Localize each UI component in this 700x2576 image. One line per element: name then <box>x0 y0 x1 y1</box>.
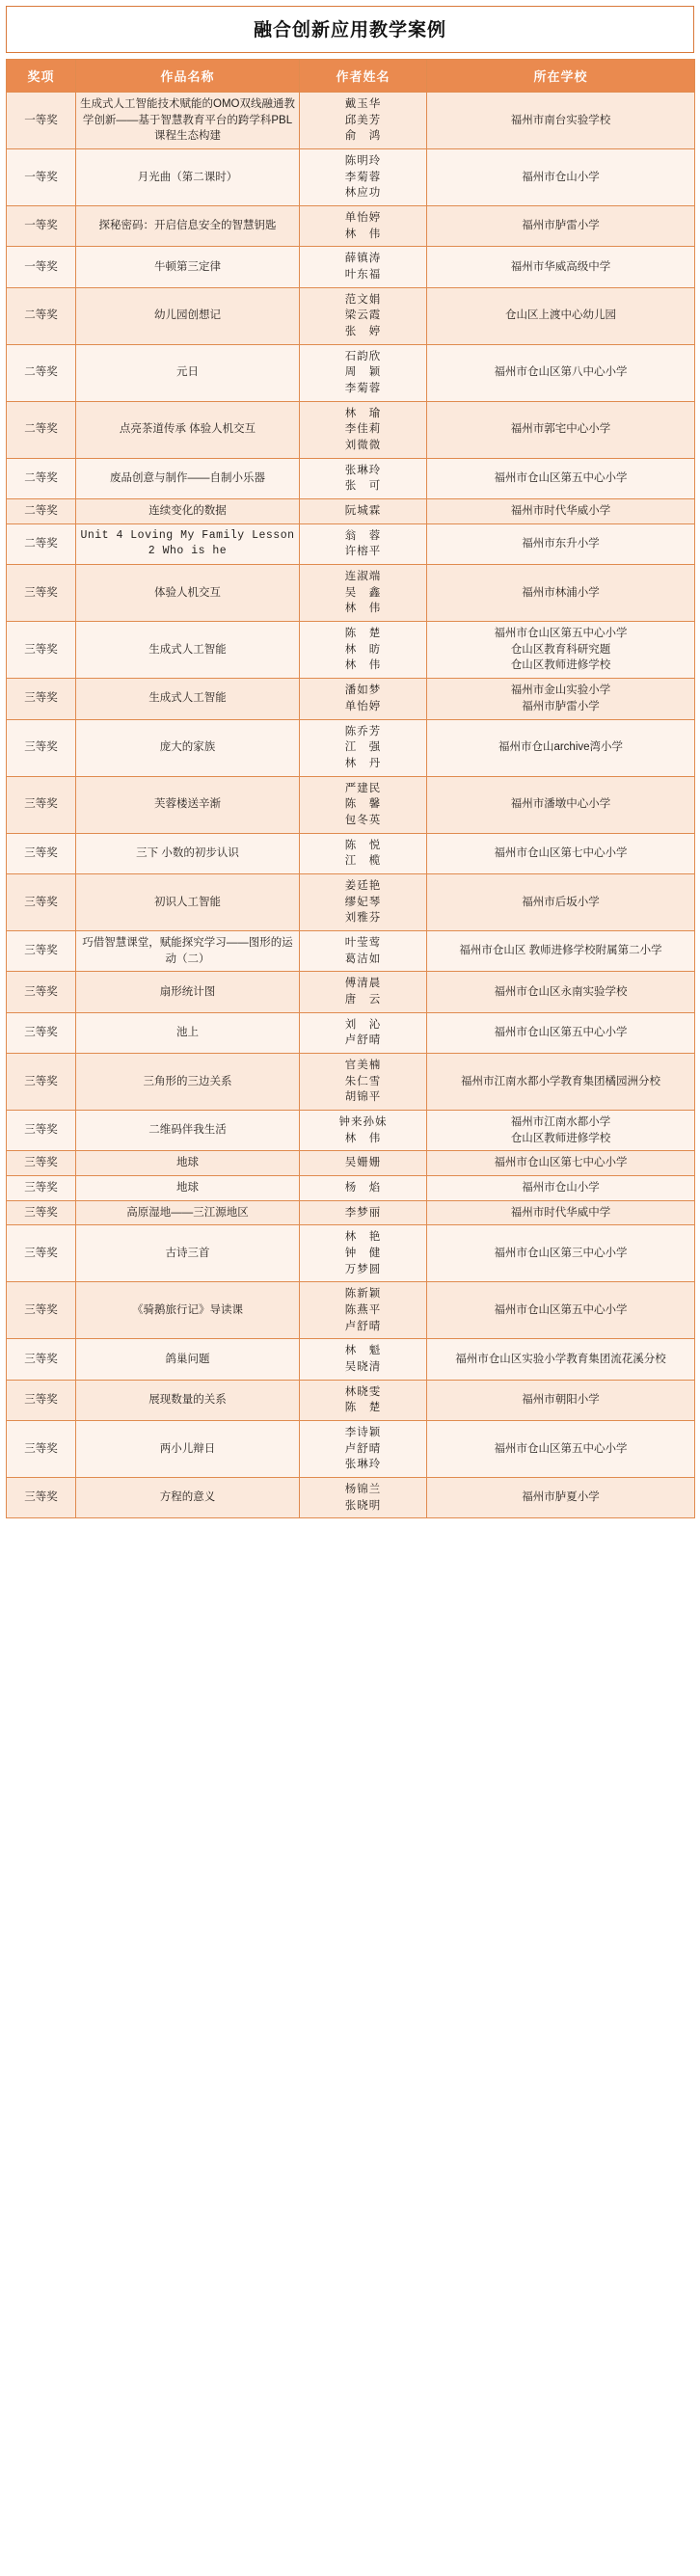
cell-work-title: 展现数量的关系 <box>76 1380 300 1420</box>
cell-authors <box>300 1380 427 1420</box>
cell-award: 三等奖 <box>7 565 76 622</box>
cell-authors <box>300 1175 427 1200</box>
author-name: 杨 焰 <box>344 1181 382 1194</box>
school-name: 福州市时代华威小学 <box>510 505 611 518</box>
author-name: 傅清晨 <box>344 978 382 990</box>
table-row <box>7 401 695 458</box>
author-name: 万梦圆 <box>344 1263 382 1275</box>
table-row <box>7 1175 695 1200</box>
cell-work-title: 《骑鹅旅行记》导读课 <box>76 1282 300 1339</box>
cell-schools <box>427 1225 695 1282</box>
table-row <box>7 247 695 287</box>
cell-authors <box>300 1053 427 1110</box>
school-name: 福州市华威高级中学 <box>510 260 611 273</box>
cell-award: 三等奖 <box>7 1478 76 1518</box>
author-name: 俞 鸿 <box>344 130 382 143</box>
author-name: 林晓雯 <box>344 1385 382 1398</box>
table-body <box>7 93 695 1518</box>
table-row <box>7 499 695 524</box>
cell-authors <box>300 719 427 776</box>
author-name: 单怡婷 <box>344 700 382 712</box>
school-name: 仓山区教师进修学校 <box>510 1132 611 1144</box>
table-row <box>7 93 695 149</box>
author-name: 刘微微 <box>344 440 382 452</box>
author-name: 陈燕平 <box>344 1303 382 1316</box>
cell-schools <box>427 833 695 873</box>
cell-work-title: 废品创意与制作——自制小乐器 <box>76 458 300 498</box>
school-name: 福州市江南水都小学教育集团橘园洲分校 <box>461 1075 660 1087</box>
school-name: 福州市后坂小学 <box>522 896 600 908</box>
cell-work-title: 三下 小数的初步认识 <box>76 833 300 873</box>
cell-schools <box>427 458 695 498</box>
author-name: 卢舒晴 <box>344 1320 382 1332</box>
table-row <box>7 1339 695 1380</box>
cell-work-title: 二维码伴我生活 <box>76 1110 300 1150</box>
cell-schools <box>427 206 695 247</box>
cell-award: 三等奖 <box>7 1053 76 1110</box>
cell-schools <box>427 523 695 564</box>
author-name: 戴玉华 <box>344 98 382 110</box>
cell-award: 三等奖 <box>7 1282 76 1339</box>
cell-work-title: 探秘密码：开启信息安全的智慧钥匙 <box>76 206 300 247</box>
cell-work-title: 连续变化的数据 <box>76 499 300 524</box>
cell-work-title: 初识人工智能 <box>76 873 300 930</box>
cell-schools <box>427 287 695 344</box>
cell-work-title: 生成式人工智能 <box>76 622 300 679</box>
cell-award: 一等奖 <box>7 149 76 206</box>
column-header-school: 所在学校 <box>427 60 695 93</box>
author-name: 李梦丽 <box>344 1206 382 1219</box>
school-name: 福州市仓山archive湾小学 <box>498 741 624 754</box>
table-row <box>7 1200 695 1225</box>
cell-work-title: 地球 <box>76 1175 300 1200</box>
author-name: 邱美芳 <box>344 114 382 126</box>
cell-authors <box>300 1421 427 1478</box>
author-name: 包冬英 <box>344 814 382 826</box>
table-row <box>7 873 695 930</box>
author-name: 薛镇涛 <box>344 253 382 265</box>
school-name: 仓山区教育科研究题 <box>510 643 611 656</box>
cell-award: 二等奖 <box>7 287 76 344</box>
cell-work-title: 体验人机交互 <box>76 565 300 622</box>
cell-authors <box>300 1110 427 1150</box>
author-name: 姜廷艳 <box>344 879 382 892</box>
school-name: 福州市时代华威中学 <box>510 1206 611 1219</box>
table-row <box>7 149 695 206</box>
cell-work-title: 芙蓉楼送辛渐 <box>76 776 300 833</box>
cell-award: 三等奖 <box>7 1225 76 1282</box>
cell-authors <box>300 833 427 873</box>
cell-schools <box>427 344 695 401</box>
author-name: 陈明玲 <box>344 155 382 168</box>
cell-award: 三等奖 <box>7 1151 76 1176</box>
table-row <box>7 523 695 564</box>
cell-schools <box>427 1339 695 1380</box>
table-row <box>7 287 695 344</box>
cell-schools <box>427 93 695 149</box>
awards-table <box>6 59 695 1518</box>
cell-award: 三等奖 <box>7 622 76 679</box>
author-name: 李诗颖 <box>344 1427 382 1439</box>
author-name: 朱仁雪 <box>344 1075 382 1087</box>
school-name: 福州市胪雷小学 <box>522 220 600 232</box>
cell-award: 三等奖 <box>7 1012 76 1053</box>
cell-award: 二等奖 <box>7 458 76 498</box>
author-name: 陈 悦 <box>344 839 382 851</box>
cell-authors <box>300 622 427 679</box>
cell-schools <box>427 565 695 622</box>
cell-authors <box>300 401 427 458</box>
cell-schools <box>427 1478 695 1518</box>
author-name: 陈新颖 <box>344 1288 382 1301</box>
author-name: 陈 馨 <box>344 798 382 811</box>
cell-work-title: 池上 <box>76 1012 300 1053</box>
cell-work-title: 鸽巢问题 <box>76 1339 300 1380</box>
cell-work-title: 高原湿地——三江源地区 <box>76 1200 300 1225</box>
column-header-work: 作品名称 <box>76 60 300 93</box>
author-name: 叶莹莺 <box>344 936 382 949</box>
author-name: 刘 沁 <box>344 1018 382 1031</box>
table-row <box>7 206 695 247</box>
author-name: 林 丹 <box>344 757 382 769</box>
author-name: 林 伟 <box>344 228 382 240</box>
school-name: 福州市仓山区永南实验学校 <box>494 985 628 998</box>
cell-award: 三等奖 <box>7 1110 76 1150</box>
author-name: 陈 楚 <box>344 1402 382 1414</box>
table-row <box>7 458 695 498</box>
cell-award: 二等奖 <box>7 401 76 458</box>
cell-work-title: 幼儿园创想记 <box>76 287 300 344</box>
cell-schools <box>427 972 695 1012</box>
author-name: 林 伟 <box>344 659 382 672</box>
cell-authors <box>300 679 427 719</box>
cell-schools <box>427 622 695 679</box>
table-row <box>7 1225 695 1282</box>
cell-schools <box>427 930 695 971</box>
author-name: 陈乔芳 <box>344 725 382 738</box>
cell-schools <box>427 247 695 287</box>
cell-work-title: 点亮茶道传承 体验人机交互 <box>76 401 300 458</box>
cell-award: 三等奖 <box>7 972 76 1012</box>
school-name: 福州市仓山区 教师进修学校附属第二小学 <box>459 945 662 957</box>
cell-work-title: 生成式人工智能 <box>76 679 300 719</box>
school-name: 福州市金山实验小学 <box>510 684 611 697</box>
table-row <box>7 1380 695 1420</box>
author-name: 严建民 <box>344 782 382 794</box>
table-row <box>7 1110 695 1150</box>
cell-authors <box>300 1012 427 1053</box>
school-name: 福州市仓山区第七中心小学 <box>494 1157 628 1169</box>
school-name: 福州市仓山区第五中心小学 <box>494 472 628 485</box>
school-name: 福州市仓山小学 <box>522 1181 600 1194</box>
cell-schools <box>427 1175 695 1200</box>
author-name: 官美楠 <box>344 1059 382 1071</box>
table-row <box>7 1282 695 1339</box>
table-row <box>7 1478 695 1518</box>
cell-work-title: 元日 <box>76 344 300 401</box>
cell-award: 三等奖 <box>7 930 76 971</box>
author-name: 周 颖 <box>344 366 382 379</box>
author-name: 范文娟 <box>344 293 382 306</box>
cell-authors <box>300 565 427 622</box>
cell-award: 三等奖 <box>7 1200 76 1225</box>
author-name: 葛洁如 <box>344 953 382 965</box>
table-row <box>7 679 695 719</box>
cell-authors <box>300 1225 427 1282</box>
table-row <box>7 719 695 776</box>
cell-authors <box>300 458 427 498</box>
cell-work-title: 月光曲（第二课时） <box>76 149 300 206</box>
table-row <box>7 776 695 833</box>
cell-work-title: 古诗三首 <box>76 1225 300 1282</box>
author-name: 李菊蓉 <box>344 171 382 183</box>
cell-authors <box>300 776 427 833</box>
author-name: 翁 蓉 <box>344 529 382 542</box>
cell-award: 三等奖 <box>7 1421 76 1478</box>
school-name: 福州市仓山区第五中心小学 <box>494 1026 628 1038</box>
author-name: 张琳玲 <box>344 1459 382 1471</box>
cell-schools <box>427 1053 695 1110</box>
cell-schools <box>427 1012 695 1053</box>
page-title-text: 融合创新应用教学案例 <box>253 20 446 40</box>
cell-authors <box>300 523 427 564</box>
cell-work-title: 庞大的家族 <box>76 719 300 776</box>
cell-authors <box>300 1282 427 1339</box>
author-name: 林应功 <box>344 187 382 200</box>
cell-schools <box>427 1151 695 1176</box>
school-name: 福州市南台实验学校 <box>510 114 611 126</box>
cell-schools <box>427 719 695 776</box>
school-name: 福州市朝阳小学 <box>522 1394 600 1406</box>
cell-award: 一等奖 <box>7 247 76 287</box>
cell-work-title: 地球 <box>76 1151 300 1176</box>
school-name: 福州市胪雷小学 <box>522 700 600 712</box>
author-name: 石韵欣 <box>344 350 382 362</box>
cell-award: 一等奖 <box>7 206 76 247</box>
author-name: 林 瑜 <box>344 407 382 419</box>
author-name: 吴晓清 <box>344 1361 382 1373</box>
author-name: 张 婷 <box>344 326 382 338</box>
cell-schools <box>427 1110 695 1150</box>
cell-award: 三等奖 <box>7 776 76 833</box>
author-name: 钟来孙妹 <box>338 1115 388 1128</box>
school-name: 福州市仓山区第三中心小学 <box>494 1247 628 1259</box>
author-name: 张晓明 <box>344 1499 382 1512</box>
table-row <box>7 972 695 1012</box>
cell-schools <box>427 149 695 206</box>
cell-work-title: 扇形统计图 <box>76 972 300 1012</box>
cell-schools <box>427 873 695 930</box>
author-name: 钟 健 <box>344 1247 382 1259</box>
cell-award: 三等奖 <box>7 1339 76 1380</box>
school-name: 福州市林浦小学 <box>522 586 600 599</box>
cell-schools <box>427 1282 695 1339</box>
cell-award: 二等奖 <box>7 344 76 401</box>
cell-award: 一等奖 <box>7 93 76 149</box>
author-name: 吴 鑫 <box>344 586 382 599</box>
cell-work-title: 生成式人工智能技术赋能的OMO双线融通教学创新——基于智慧教育平台的跨学科PBL课程生态构建 <box>76 93 300 149</box>
cell-authors <box>300 1339 427 1380</box>
author-name: 林 伟 <box>344 1132 382 1144</box>
cell-award: 三等奖 <box>7 873 76 930</box>
author-name: 陈 楚 <box>344 628 382 640</box>
author-name: 唐 云 <box>344 993 382 1006</box>
table-row <box>7 930 695 971</box>
table-row <box>7 344 695 401</box>
cell-schools <box>427 499 695 524</box>
author-name: 李佳莉 <box>344 423 382 436</box>
cell-authors <box>300 149 427 206</box>
cell-schools <box>427 401 695 458</box>
cell-work-title: 巧借智慧课堂，赋能探究学习——图形的运动（二） <box>76 930 300 971</box>
cell-schools <box>427 776 695 833</box>
cell-award: 二等奖 <box>7 499 76 524</box>
author-name: 林 昉 <box>344 643 382 656</box>
column-header-author: 作者姓名 <box>300 60 427 93</box>
cell-award: 三等奖 <box>7 1175 76 1200</box>
cell-work-title: 方程的意义 <box>76 1478 300 1518</box>
school-name: 福州市胪夏小学 <box>522 1491 600 1504</box>
cell-schools <box>427 1380 695 1420</box>
school-name: 福州市仓山区第八中心小学 <box>494 366 628 379</box>
author-name: 林 伟 <box>344 603 382 615</box>
school-name: 福州市仓山区第五中心小学 <box>494 1303 628 1316</box>
author-name: 叶东福 <box>344 269 382 282</box>
column-header-award: 奖项 <box>7 60 76 93</box>
cell-authors <box>300 206 427 247</box>
table-row <box>7 565 695 622</box>
table-row <box>7 1151 695 1176</box>
cell-authors <box>300 93 427 149</box>
cell-authors <box>300 930 427 971</box>
school-name: 福州市仓山区第五中心小学 <box>494 628 628 640</box>
table-row <box>7 833 695 873</box>
cell-award: 三等奖 <box>7 1380 76 1420</box>
cell-award: 三等奖 <box>7 679 76 719</box>
cell-work-title: 三角形的三边关系 <box>76 1053 300 1110</box>
cell-work-title: Unit 4 Loving My Family Lesson 2 Who is he <box>76 523 300 564</box>
author-name: 李菊蓉 <box>344 383 382 395</box>
author-name: 刘雅芬 <box>344 912 382 925</box>
cell-authors <box>300 247 427 287</box>
author-name: 林 魁 <box>344 1345 382 1357</box>
cell-authors <box>300 873 427 930</box>
cell-schools <box>427 679 695 719</box>
author-name: 梁云霞 <box>344 309 382 322</box>
author-name: 胡锦平 <box>344 1091 382 1104</box>
school-name: 福州市郭宅中心小学 <box>510 423 611 436</box>
cell-work-title: 两小儿辩日 <box>76 1421 300 1478</box>
author-name: 林 艳 <box>344 1231 382 1244</box>
cell-authors <box>300 287 427 344</box>
cell-authors <box>300 972 427 1012</box>
author-name: 潘如梦 <box>344 684 382 697</box>
cell-schools <box>427 1200 695 1225</box>
table-row <box>7 622 695 679</box>
cell-authors <box>300 1151 427 1176</box>
school-name: 福州市潘墩中心小学 <box>510 798 611 811</box>
school-name: 仓山区教师进修学校 <box>510 659 611 672</box>
author-name: 阮城霖 <box>344 505 382 518</box>
school-name: 福州市东升小学 <box>522 538 600 550</box>
table-row <box>7 1053 695 1110</box>
cell-authors <box>300 344 427 401</box>
school-name: 仓山区上渡中心幼儿园 <box>505 309 616 322</box>
cell-award: 三等奖 <box>7 719 76 776</box>
author-name: 江 强 <box>344 741 382 754</box>
cell-authors <box>300 499 427 524</box>
cell-authors <box>300 1200 427 1225</box>
cell-award: 三等奖 <box>7 833 76 873</box>
table-row <box>7 1421 695 1478</box>
author-name: 张 可 <box>344 480 382 493</box>
table-header-row <box>7 60 695 93</box>
page-title <box>6 6 694 53</box>
school-name: 福州市仓山区第七中心小学 <box>494 846 628 859</box>
school-name: 福州市仓山区实验小学教育集团流花溪分校 <box>455 1353 666 1365</box>
cell-schools <box>427 1421 695 1478</box>
author-name: 吴姗姗 <box>344 1157 382 1169</box>
author-name: 连淑端 <box>344 571 382 583</box>
cell-work-title: 牛顿第三定律 <box>76 247 300 287</box>
school-name: 福州市仓山小学 <box>522 171 600 183</box>
author-name: 张琳玲 <box>344 464 382 476</box>
table-row <box>7 1012 695 1053</box>
author-name: 缪妃琴 <box>344 896 382 908</box>
author-name: 杨锦兰 <box>344 1484 382 1496</box>
author-name: 卢舒晴 <box>344 1442 382 1455</box>
table-header <box>7 60 695 93</box>
author-name: 江 榄 <box>344 855 382 868</box>
school-name: 福州市仓山区第五中心小学 <box>494 1442 628 1455</box>
school-name: 福州市江南水都小学 <box>510 1115 611 1128</box>
author-name: 卢舒晴 <box>344 1034 382 1047</box>
author-name: 单怡婷 <box>344 212 382 225</box>
cell-award: 二等奖 <box>7 523 76 564</box>
author-name: 许榕平 <box>344 546 382 558</box>
cell-authors <box>300 1478 427 1518</box>
